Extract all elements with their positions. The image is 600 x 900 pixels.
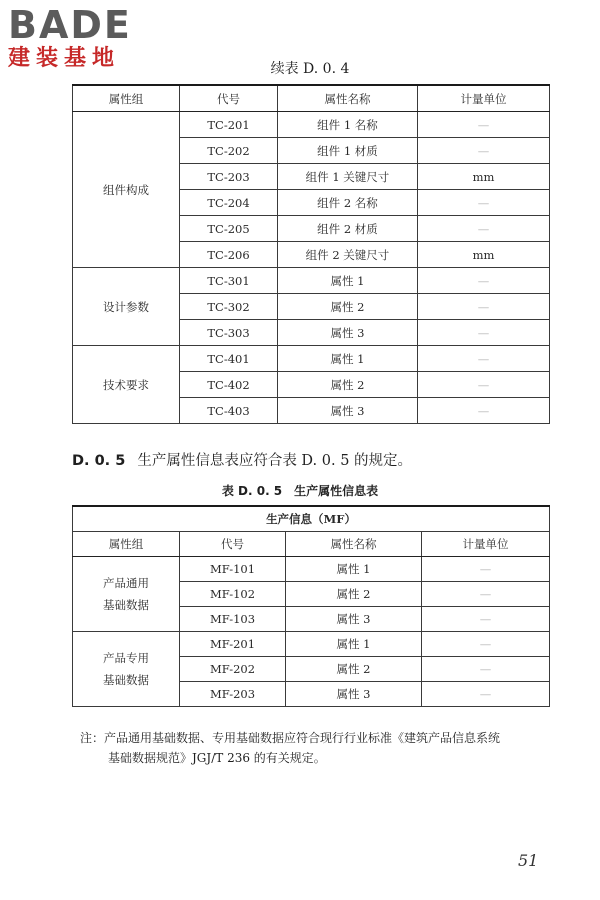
table-note <box>80 728 560 768</box>
code-cell: MF-103 <box>180 607 286 632</box>
code-cell: TC-302 <box>180 294 278 320</box>
group-name-line: 产品专用 <box>103 651 149 665</box>
attribute-name-cell: 属性 1 <box>278 346 418 372</box>
attribute-name-cell: 组件 1 关键尺寸 <box>278 164 418 190</box>
table-row <box>73 112 550 138</box>
unit-cell: — <box>418 398 550 424</box>
unit-cell: mm <box>418 164 550 190</box>
table1-header: 代号 <box>180 85 278 112</box>
group-name: 技术要求 <box>73 346 180 424</box>
unit-cell: — <box>422 682 550 707</box>
table2-title: 生产信息（MF） <box>73 506 550 532</box>
attribute-name-cell: 属性 3 <box>286 682 422 707</box>
table1 <box>72 84 550 424</box>
attribute-name-cell: 组件 2 关键尺寸 <box>278 242 418 268</box>
table2 <box>72 505 550 707</box>
code-cell: TC-204 <box>180 190 278 216</box>
attribute-name-cell: 属性 3 <box>278 398 418 424</box>
attribute-name-cell: 属性 1 <box>278 268 418 294</box>
unit-cell: mm <box>418 242 550 268</box>
attribute-name-cell: 属性 2 <box>286 582 422 607</box>
table1-header: 计量单位 <box>418 85 550 112</box>
logo-brand: BADE <box>8 3 132 47</box>
unit-cell: — <box>422 607 550 632</box>
unit-cell: — <box>418 294 550 320</box>
code-cell: MF-101 <box>180 557 286 582</box>
table1-header: 属性名称 <box>278 85 418 112</box>
code-cell: TC-401 <box>180 346 278 372</box>
attribute-name-cell: 属性 3 <box>286 607 422 632</box>
table2-header: 代号 <box>180 532 286 557</box>
code-cell: TC-203 <box>180 164 278 190</box>
attribute-name-cell: 组件 2 名称 <box>278 190 418 216</box>
code-cell: TC-205 <box>180 216 278 242</box>
clause-number: D. 0. 5 <box>72 453 126 469</box>
attribute-name-cell: 属性 2 <box>278 294 418 320</box>
table1-caption: 续表 D. 0. 4 <box>270 61 350 77</box>
note-line: 注：产品通用基础数据、专用基础数据应符合现行行业标准《建筑产品信息系统 <box>80 731 501 745</box>
table-row <box>73 632 550 657</box>
table2-header: 属性名称 <box>286 532 422 557</box>
table-row <box>73 557 550 582</box>
table2-caption: 表 D. 0. 5 生产属性信息表 <box>221 484 379 498</box>
code-cell: TC-303 <box>180 320 278 346</box>
attribute-name-cell: 属性 1 <box>286 557 422 582</box>
code-cell: TC-402 <box>180 372 278 398</box>
unit-cell: — <box>422 582 550 607</box>
attribute-name-cell: 组件 1 材质 <box>278 138 418 164</box>
unit-cell: — <box>418 190 550 216</box>
table2-header: 计量单位 <box>422 532 550 557</box>
attribute-name-cell: 属性 2 <box>278 372 418 398</box>
group-name-line: 基础数据 <box>103 673 149 687</box>
attribute-name-cell: 组件 2 材质 <box>278 216 418 242</box>
attribute-name-cell: 组件 1 名称 <box>278 112 418 138</box>
attribute-name-cell: 属性 3 <box>278 320 418 346</box>
code-cell: TC-201 <box>180 112 278 138</box>
group-name-line: 基础数据 <box>103 598 149 612</box>
note-line: 基础数据规范》JGJ/T 236 的有关规定。 <box>108 751 326 765</box>
unit-cell: — <box>422 632 550 657</box>
code-cell: MF-102 <box>180 582 286 607</box>
unit-cell: — <box>422 557 550 582</box>
page-number: 51 <box>518 851 539 870</box>
unit-cell: — <box>418 320 550 346</box>
clause-d05 <box>72 449 412 470</box>
code-cell: TC-301 <box>180 268 278 294</box>
unit-cell: — <box>418 346 550 372</box>
group-name-line: 产品通用 <box>103 576 149 590</box>
table-row <box>73 268 550 294</box>
clause-text: 生产属性信息表应符合表 D. 0. 5 的规定。 <box>137 453 413 469</box>
group-name <box>73 557 180 632</box>
logo-subtitle: 建装基地 <box>8 46 121 71</box>
unit-cell: — <box>418 268 550 294</box>
code-cell: MF-202 <box>180 657 286 682</box>
code-cell: MF-201 <box>180 632 286 657</box>
group-name: 设计参数 <box>73 268 180 346</box>
unit-cell: — <box>418 112 550 138</box>
group-name: 组件构成 <box>73 112 180 268</box>
code-cell: TC-202 <box>180 138 278 164</box>
unit-cell: — <box>418 372 550 398</box>
table2-header: 属性组 <box>73 532 180 557</box>
attribute-name-cell: 属性 2 <box>286 657 422 682</box>
table-row <box>73 346 550 372</box>
unit-cell: — <box>422 657 550 682</box>
code-cell: TC-403 <box>180 398 278 424</box>
unit-cell: — <box>418 216 550 242</box>
table1-header: 属性组 <box>73 85 180 112</box>
attribute-name-cell: 属性 1 <box>286 632 422 657</box>
code-cell: TC-206 <box>180 242 278 268</box>
unit-cell: — <box>418 138 550 164</box>
group-name <box>73 632 180 707</box>
code-cell: MF-203 <box>180 682 286 707</box>
